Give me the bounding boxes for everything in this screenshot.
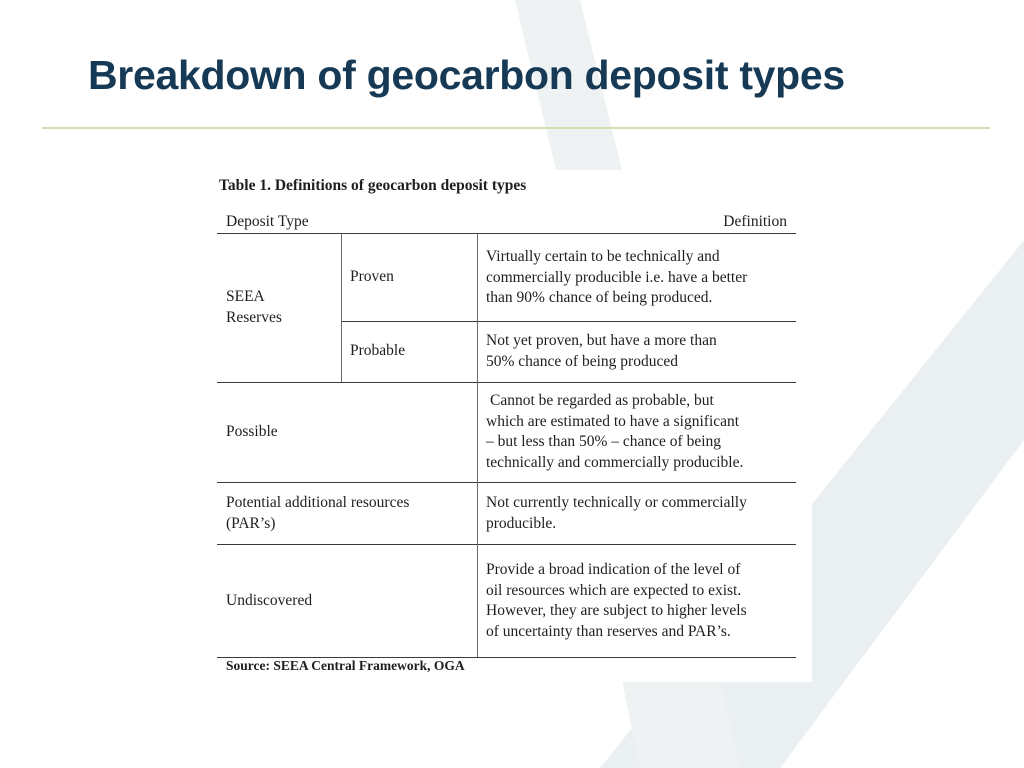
cell-definition-undiscovered bbox=[486, 560, 747, 642]
header-definition: Definition bbox=[723, 213, 787, 230]
cell-group-reserves bbox=[226, 287, 282, 328]
cell-type-proven: Proven bbox=[350, 268, 394, 285]
definition-line: Not yet proven, but have a more than bbox=[486, 332, 717, 349]
table-source-note: Source: SEEA Central Framework, OGA bbox=[226, 658, 465, 673]
table-caption: Table 1. Definitions of geocarbon deposit types bbox=[219, 177, 527, 194]
cell-type-probable: Probable bbox=[350, 342, 406, 359]
title-divider bbox=[42, 127, 990, 129]
row-rule-par bbox=[217, 544, 796, 545]
definition-line: However, they are subject to higher levels bbox=[486, 602, 747, 619]
cell-type-par-line: (PAR’s) bbox=[226, 514, 276, 532]
cell-type-par-line: Potential additional resources bbox=[226, 494, 410, 511]
header-deposit-type: Deposit Type bbox=[226, 213, 309, 230]
cell-type-par bbox=[226, 493, 409, 534]
definition-line: technically and commercially producible. bbox=[486, 453, 744, 471]
cell-group-reserves-line: SEEA bbox=[226, 288, 265, 305]
table-image bbox=[208, 170, 812, 682]
definition-line: oil resources which are expected to exist. bbox=[486, 581, 742, 599]
cell-definition-probable bbox=[486, 331, 717, 372]
definition-line: commercially producible i.e. have a better bbox=[486, 268, 748, 286]
column-separator-definition bbox=[477, 233, 478, 657]
cell-type-possible: Possible bbox=[226, 423, 278, 440]
definition-line: Virtually certain to be technically and bbox=[486, 248, 720, 265]
definition-line: which are estimated to have a significant bbox=[486, 412, 740, 430]
row-rule-reserves bbox=[217, 382, 796, 383]
cell-group-reserves-line: Reserves bbox=[226, 308, 282, 326]
definition-line: Provide a broad indication of the level of bbox=[486, 561, 741, 578]
row-rule-proven bbox=[341, 321, 796, 322]
column-separator-type bbox=[341, 233, 342, 382]
cell-definition-par bbox=[486, 493, 747, 534]
definition-line: producible. bbox=[486, 514, 557, 532]
cell-definition-possible bbox=[486, 391, 743, 473]
cell-type-undiscovered: Undiscovered bbox=[226, 592, 313, 609]
slide-title: Breakdown of geocarbon deposit types bbox=[88, 52, 845, 98]
row-rule-possible bbox=[217, 482, 796, 483]
definition-line: than 90% chance of being produced. bbox=[486, 289, 713, 306]
definition-line: Cannot be regarded as probable, but bbox=[490, 392, 714, 409]
definition-line: Not currently technically or commercially bbox=[486, 494, 747, 511]
definition-line: – but less than 50% – chance of being bbox=[486, 433, 722, 450]
header-rule bbox=[217, 233, 796, 234]
definition-line: 50% chance of being produced bbox=[486, 352, 678, 370]
cell-definition-proven bbox=[486, 247, 747, 309]
definition-line: of uncertainty than reserves and PAR’s. bbox=[486, 622, 731, 640]
